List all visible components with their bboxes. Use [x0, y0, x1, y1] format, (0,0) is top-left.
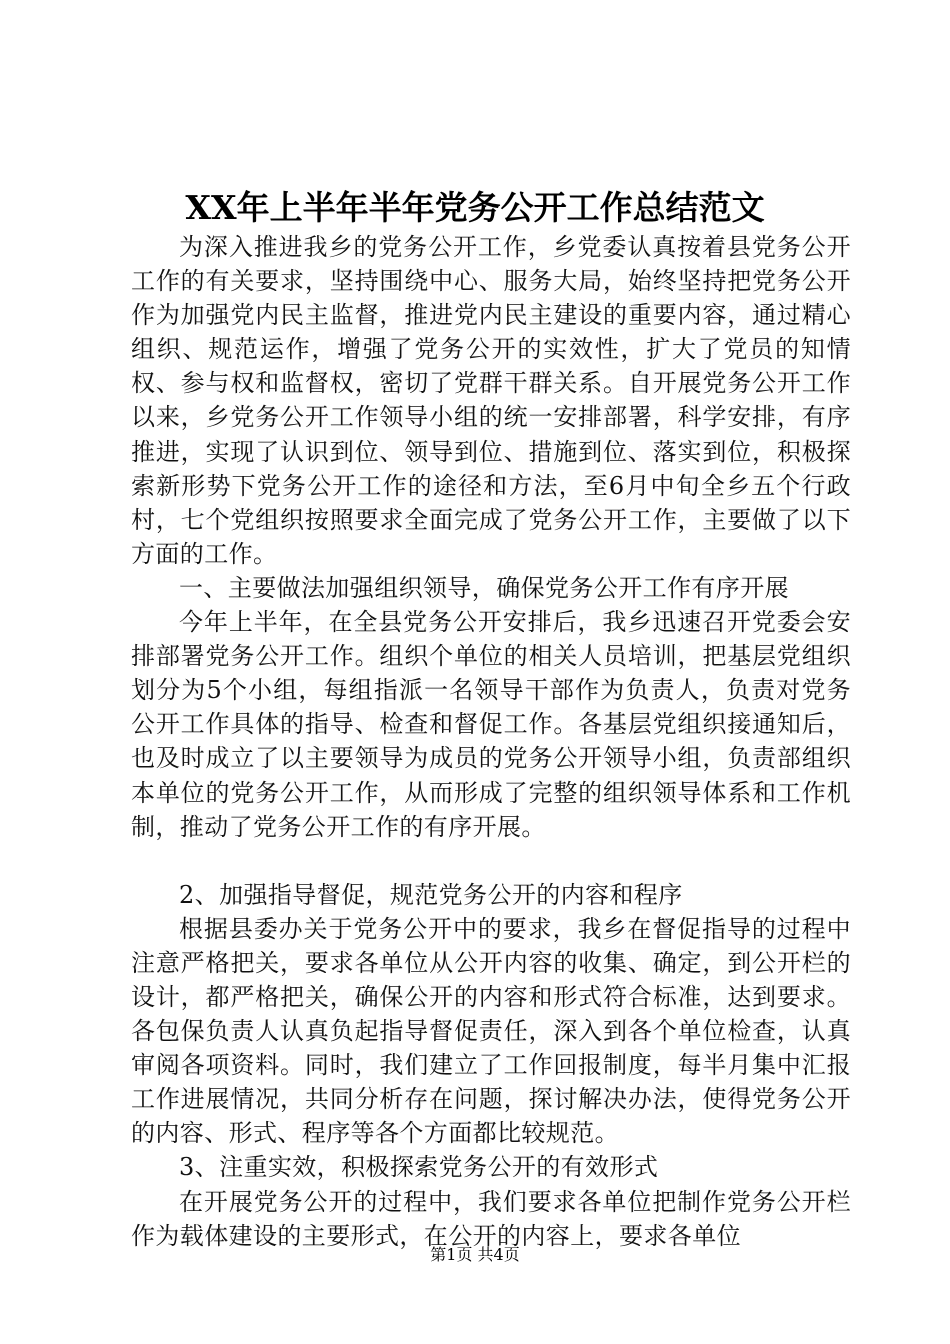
paragraph-section-3: 在开展党务公开的过程中，我们要求各单位把制作党务公开栏作为载体建设的主要形式，在公开的内容上，要求各单位 [131, 1187, 851, 1250]
section-heading-2: 2、加强指导督促，规范党务公开的内容和程序 [179, 880, 683, 909]
paragraph-section-1: 今年上半年，在全县党务公开安排后，我乡迅速召开党委会安排部署党务公开工作。组织个单位的相关人员培训，把基层党组织划分为5个小组，每组指派一名领导干部作为负责人，负责对党务公开工作具体的指导、检查和督促工作。各基层党组织接通知后，也及时成立了以主要领导为成员的党务公开领导小组，负责部组织本单位的党务公开工作，从而形成了完整的组织领导体系和工作机制，推动了党务公开工作的有序开展。 [131, 608, 851, 841]
document-body [131, 230, 851, 1253]
page-number-footer: 第1页 共4页 [430, 1245, 520, 1264]
paragraph-intro: 为深入推进我乡的党务公开工作，乡党委认真按着县党务公开工作的有关要求，坚持围绕中心、服务大局，始终坚持把党务公开作为加强党内民主监督，推进党内民主建设的重要内容，通过精心组织、规范运作，增强了党务公开的实效性，扩大了党员的知情权、参与权和监督权，密切了党群干群关系。自开展党务公开工作以来，乡党务公开工作领导小组的统一安排部署，科学安排，有序推进，实现了认识到位、领导到位、措施到位、落实到位，积极探索新形势下党务公开工作的途径和方法，至6月中旬全乡五个行政村，七个党组织按照要求全面完成了党务公开工作，主要做了以下方面的工作。 [131, 233, 851, 568]
paragraph-section-2: 根据县委办关于党务公开中的要求，我乡在督促指导的过程中注意严格把关，要求各单位从公开内容的收集、确定，到公开栏的设计，都严格把关，确保公开的内容和形式符合标准，达到要求。各包保负责人认真负起指导督促责任，深入到各个单位检查，认真审阅各项资料。同时，我们建立了工作回报制度，每半月集中汇报工作进展情况，共同分析存在问题，探讨解决办法，使得党务公开的内容、形式、程序等各个方面都比较规范。 [131, 914, 851, 1148]
document-title: XX年上半年半年党务公开工作总结范文 [185, 188, 765, 227]
section-heading-1: 一、主要做法加强组织领导，确保党务公开工作有序开展 [179, 573, 789, 602]
section-heading-3: 3、注重实效，积极探索党务公开的有效形式 [179, 1153, 659, 1182]
